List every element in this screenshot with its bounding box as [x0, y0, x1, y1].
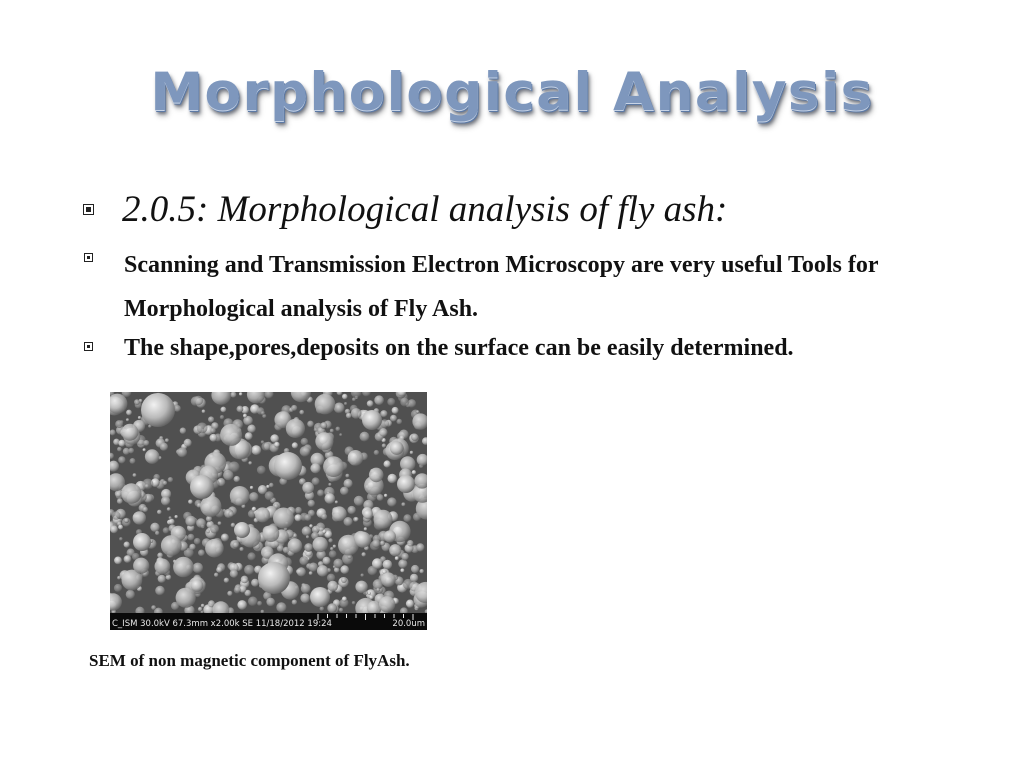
square-bullet-icon: [84, 342, 93, 351]
sem-info-bar: C_ISM 30.0kV 67.3mm x2.00k SE 11/18/2012 19:24: [112, 619, 332, 629]
square-bullet-icon: [83, 204, 94, 215]
bullet-item-3: [80, 332, 984, 365]
sem-scale-label: 20.0um: [392, 619, 425, 629]
bullet-item-1: [80, 188, 727, 232]
bullet-text: Scanning and Transmission Electron Microscopy are very useful Tools for Morphological analysis of Fly Ash.: [124, 252, 879, 322]
bullet-item-2: [80, 243, 984, 331]
sem-micrograph: [110, 392, 427, 630]
square-bullet-icon: [84, 253, 93, 262]
bullet-text: The shape,pores,deposits on the surface can be easily determined.: [124, 335, 794, 361]
image-caption: SEM of non magnetic component of FlyAsh.: [89, 651, 410, 670]
slide-title: Morphological Analysis: [150, 62, 874, 123]
bullet-text: 2.0.5: Morphological analysis of fly ash:: [122, 189, 728, 230]
